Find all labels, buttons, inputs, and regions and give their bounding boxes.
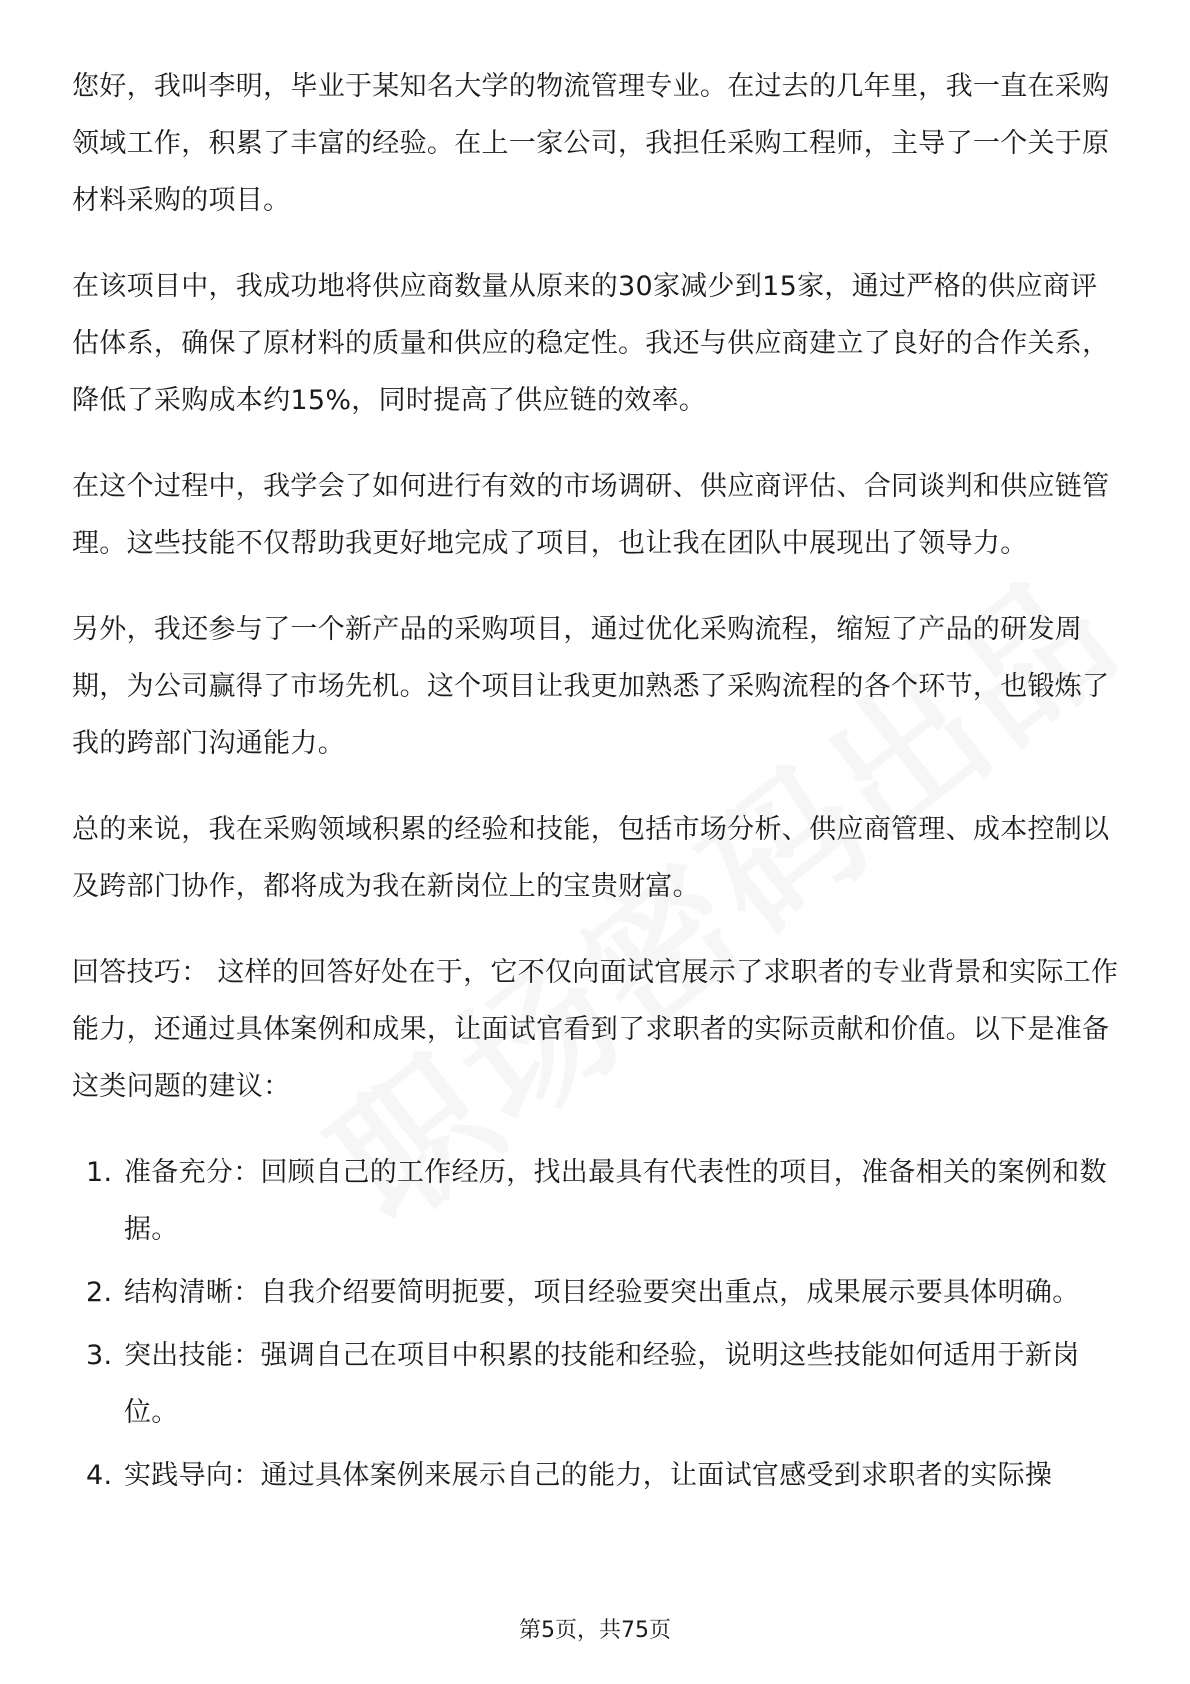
- list-text: 突出技能：强调自己在项目中积累的技能和经验，说明这些技能如何适用于新岗位。: [124, 1340, 1080, 1428]
- list-text: 准备充分：回顾自己的工作经历，找出最具有代表性的项目，准备相关的案例和数据。: [124, 1157, 1107, 1245]
- list-item: [72, 1264, 1122, 1321]
- list-item: [72, 1447, 1122, 1504]
- document-body: [72, 58, 1122, 1510]
- page-footer: 第5页，共75页: [519, 1618, 671, 1643]
- paragraph-tips: 回答技巧： 这样的回答好处在于，它不仅向面试官展示了求职者的专业背景和实际工作能力，还通过具体案例和成果，让面试官看到了求职者的实际贡献和价值。以下是准备这类问题的建议：: [72, 957, 1119, 1102]
- paragraph-summary: 总的来说，我在采购领域积累的经验和技能，包括市场分析、供应商管理、成本控制以及跨部门协作，都将成为我在新岗位上的宝贵财富。: [72, 814, 1110, 902]
- paragraph-project: 在该项目中，我成功地将供应商数量从原来的30家减少到15家，通过严格的供应商评估体系，确保了原材料的质量和供应的稳定性。我还与供应商建立了良好的合作关系，降低了采购成本约15%，同时提高了供应链的效率。: [72, 271, 1110, 416]
- tips-list: [72, 1144, 1122, 1504]
- list-item: [72, 1144, 1122, 1258]
- paragraph-skills: 在这个过程中，我学会了如何进行有效的市场调研、供应商评估、合同谈判和供应链管理。这些技能不仅帮助我更好地完成了项目，也让我在团队中展现出了领导力。: [72, 471, 1110, 559]
- list-number: 4.: [86, 1460, 113, 1491]
- paragraph-new-product: 另外，我还参与了一个新产品的采购项目，通过优化采购流程，缩短了产品的研发周期，为公司赢得了市场先机。这个项目让我更加熟悉了采购流程的各个环节，也锻炼了我的跨部门沟通能力。: [72, 614, 1110, 759]
- list-text: 结构清晰：自我介绍要简明扼要，项目经验要突出重点，成果展示要具体明确。: [124, 1277, 1080, 1308]
- list-text: 实践导向：通过具体案例来展示自己的能力，让面试官感受到求职者的实际操: [124, 1460, 1053, 1491]
- list-item: [72, 1327, 1122, 1441]
- list-number: 1.: [86, 1157, 113, 1188]
- paragraph-intro: 您好，我叫李明，毕业于某知名大学的物流管理专业。在过去的几年里，我一直在采购领域工作，积累了丰富的经验。在上一家公司，我担任采购工程师，主导了一个关于原材料采购的项目。: [72, 71, 1110, 216]
- list-number: 3.: [86, 1340, 113, 1371]
- list-number: 2.: [86, 1277, 113, 1308]
